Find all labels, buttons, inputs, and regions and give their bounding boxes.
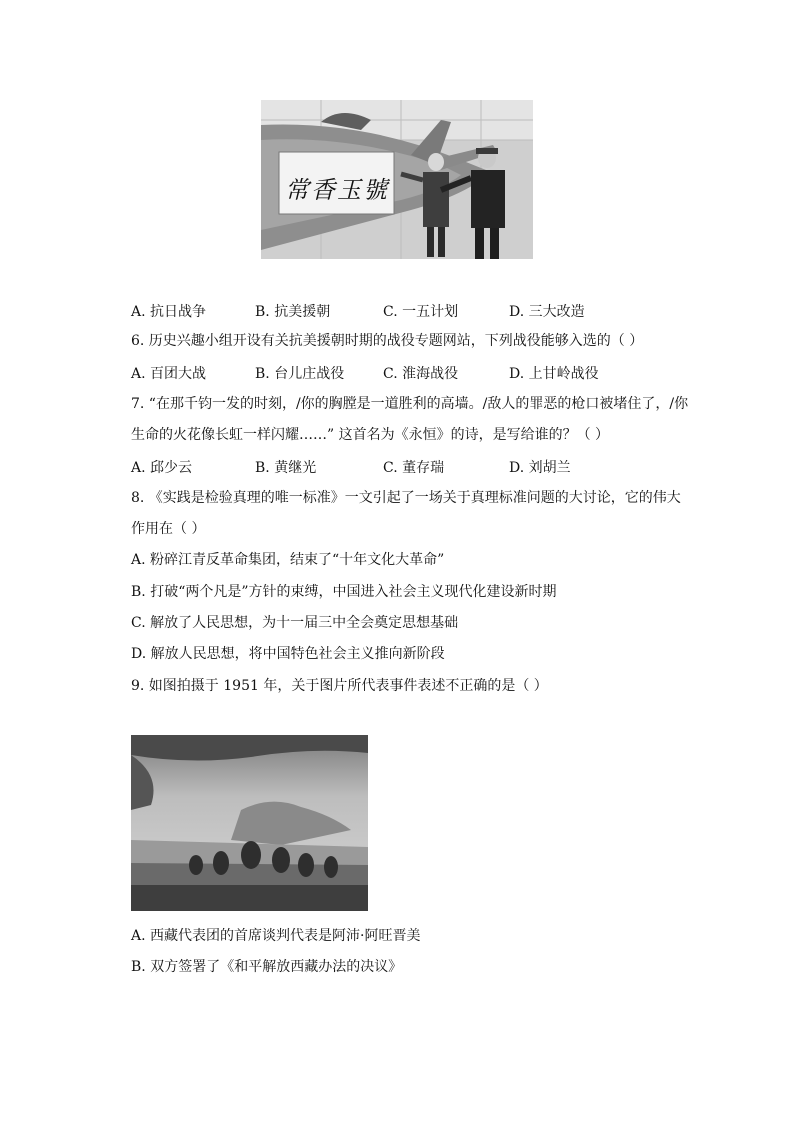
q7-option-d: D. 刘胡兰	[509, 460, 571, 476]
q9-option-b: B. 双方签署了《和平解放西藏办法的决议》	[131, 959, 403, 975]
figure-airplane-photo	[261, 100, 533, 259]
q6-option-d: D. 上甘岭战役	[509, 366, 599, 382]
q7-stem-line-1: 7. “在那千钧一发的时刻，/你的胸膛是一道胜利的高墙。/敌人的罪恶的枪口被堵住了，/你	[131, 396, 689, 412]
q6-option-c: C. 淮海战役	[383, 366, 459, 382]
q9-stem: 9. 如图拍摄于 1951 年，关于图片所代表事件表述不正确的是（ ）	[131, 678, 548, 694]
q6-option-b: B. 台儿庄战役	[255, 366, 345, 382]
q9-option-a: A. 西藏代表团的首席谈判代表是阿沛·阿旺晋美	[131, 928, 421, 944]
q7-option-b: B. 黄继光	[255, 460, 317, 476]
q8-option-a: A. 粉碎江青反革命集团，结束了“十年文化大革命”	[131, 552, 445, 568]
q5-option-a: A. 抗日战争	[131, 304, 207, 320]
q7-option-a: A. 邱少云	[131, 460, 193, 476]
q6-option-a: A. 百团大战	[131, 366, 207, 382]
figure-1951-photo	[131, 735, 368, 911]
q8-option-b: B. 打破“两个凡是”方针的束缚，中国进入社会主义现代化建设新时期	[131, 584, 557, 600]
airplane-inscription: 常香玉號	[285, 176, 389, 204]
q7-option-c: C. 董存瑞	[383, 460, 445, 476]
q6-stem: 6. 历史兴趣小组开设有关抗美援朝时期的战役专题网站，下列战役能够入选的（ ）	[131, 333, 644, 349]
q7-stem-line-2: 生命的火花像长虹一样闪耀……” 这首名为《永恒》的诗，是写给谁的？（ ）	[131, 427, 610, 443]
q8-stem-line-1: 8. 《实践是检验真理的唯一标准》一文引起了一场关于真理标准问题的大讨论，它的伟大	[131, 490, 681, 506]
q5-option-d: D. 三大改造	[509, 304, 585, 320]
q5-option-c: C. 一五计划	[383, 304, 459, 320]
q8-option-c: C. 解放了人民思想，为十一届三中全会奠定思想基础	[131, 615, 459, 631]
q8-option-d: D. 解放人民思想，将中国特色社会主义推向新阶段	[131, 646, 445, 662]
q8-stem-line-2: 作用在（ ）	[131, 521, 206, 537]
q5-option-b: B. 抗美援朝	[255, 304, 331, 320]
